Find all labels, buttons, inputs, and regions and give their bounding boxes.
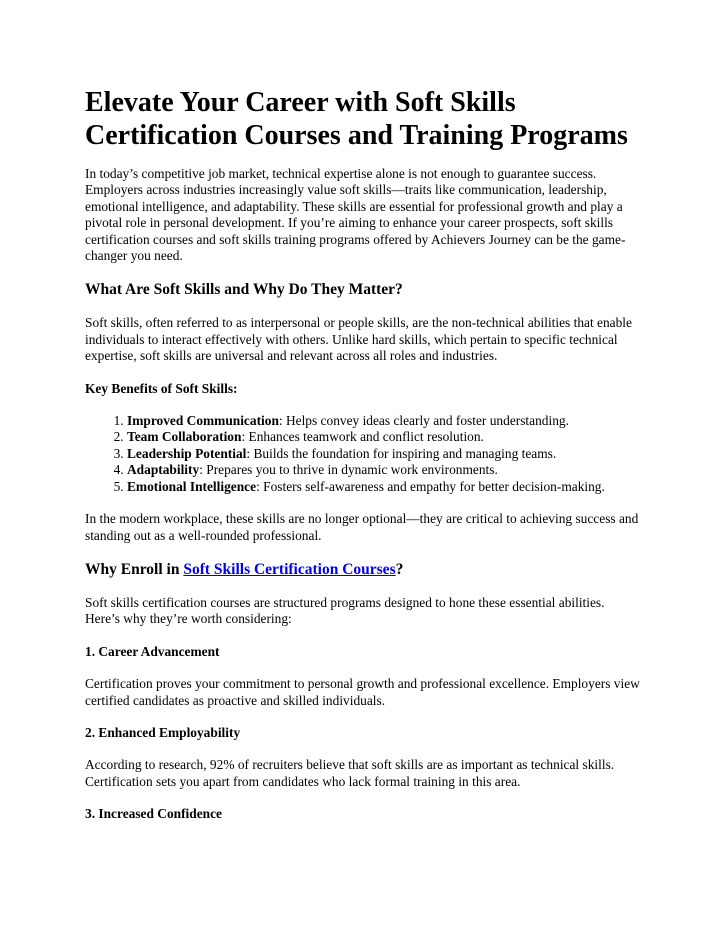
heading-suffix: ? (395, 560, 404, 578)
section-heading-soft-skills: What Are Soft Skills and Why Do They Matter? (85, 281, 403, 299)
heading-prefix: Why Enroll in (85, 560, 184, 578)
benefit-term: Adaptability (127, 462, 200, 478)
benefit-desc: : Enhances teamwork and conflict resolution. (241, 429, 484, 445)
benefit-desc: : Helps convey ideas clearly and foster understanding. (278, 413, 569, 429)
reason-paragraph-career: Certification proves your commitment to personal growth and professional excellence. Employers view certified candidates as proactive and skilled individuals. (85, 676, 640, 708)
page-title: Elevate Your Career with Soft Skills Certification Courses and Training Programs (85, 87, 628, 151)
benefit-term: Emotional Intelligence (127, 478, 257, 494)
list-item (127, 446, 640, 462)
benefit-term: Team Collaboration (127, 429, 242, 445)
benefits-list (85, 413, 640, 495)
why-enroll-paragraph: Soft skills certification courses are structured programs designed to hone these essential abilities. Here’s why they’re worth considering: (85, 594, 605, 627)
benefit-desc: : Fosters self-awareness and empathy for better decision-making. (256, 478, 605, 494)
benefits-heading: Key Benefits of Soft Skills: (85, 380, 238, 396)
closing-paragraph: In the modern workplace, these skills are no longer optional—they are critical to achieving success and standing out as a well-rounded professional. (85, 511, 639, 543)
section-heading-why-enroll (85, 560, 640, 579)
reason-heading-employability: 2. Enhanced Employability (85, 724, 241, 740)
soft-skills-certification-link[interactable]: Soft Skills Certification Courses (183, 560, 396, 578)
list-item (127, 429, 640, 445)
list-item (127, 462, 640, 478)
benefit-term: Improved Communication (127, 413, 279, 429)
benefit-desc: : Prepares you to thrive in dynamic work environments. (199, 462, 498, 478)
benefit-term: Leadership Potential (127, 445, 247, 461)
intro-paragraph: In today’s competitive job market, technical expertise alone is not enough to guarantee success. Employers across industries increasingly value soft skills—traits like communication, leadership, emotional intelligence, and adaptability. These skills are essential for professional growth and play a pivotal role in personal development. If you’re aiming to enhance your career prospects, soft skills certification courses and soft skills training programs offered by Achievers Journey can be the game-changer you need. (85, 166, 626, 264)
soft-skills-paragraph: Soft skills, often referred to as interpersonal or people skills, are the non-technical abilities that enable individuals to interact effectively with others. Unlike hard skills, which pertain to specific technical expertise, soft skills are universal and relevant across all roles and industries. (85, 315, 632, 364)
reason-paragraph-employability: According to research, 92% of recruiters believe that soft skills are as important as technical skills. Certification sets you apart from candidates who lack formal training in this area. (85, 757, 615, 789)
reason-heading-career: 1. Career Advancement (85, 643, 220, 659)
list-item (127, 413, 640, 429)
reason-heading-confidence: 3. Increased Confidence (85, 806, 222, 822)
list-item (127, 479, 640, 495)
benefit-desc: : Builds the foundation for inspiring and managing teams. (246, 445, 557, 461)
